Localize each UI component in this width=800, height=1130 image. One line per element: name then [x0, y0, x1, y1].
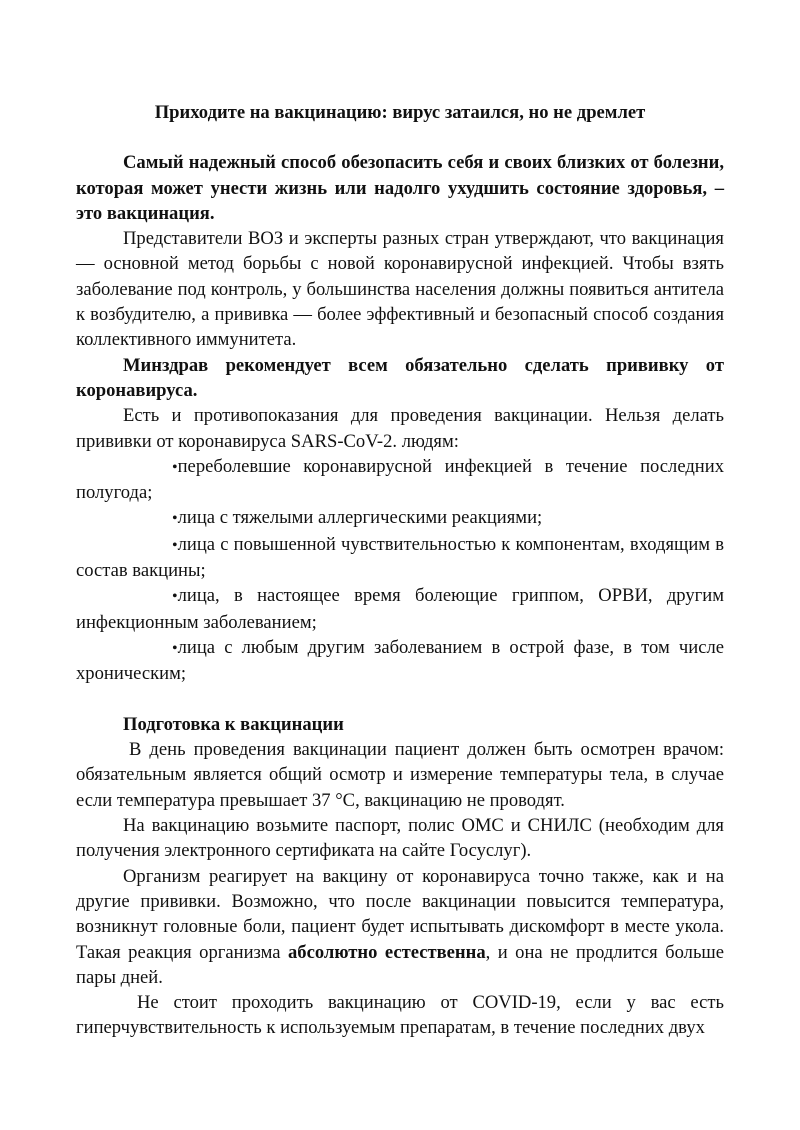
list-item: •переболевшие коронавирусной инфекцией в течение последних полугода;: [76, 455, 724, 504]
emphasis-text: абсолютно естественна: [287, 941, 486, 963]
bullet-icon: •: [172, 639, 178, 657]
minzdrav-paragraph: Минздрав рекомендует всем обязательно сделать прививку от коронавируса.: [76, 354, 724, 401]
bullet-icon: •: [172, 458, 178, 476]
document-page: [76, 100, 724, 1041]
bullet-icon: •: [172, 536, 178, 554]
list-item: •лица с любым другим заболеванием в острой фазе, в том числе хроническим;: [76, 636, 724, 685]
covid-paragraph: Не стоит проходить вакцинацию от COVID-19, если у вас есть гиперчувствительность к используемым препаратам, в течение последних двух: [76, 992, 724, 1039]
list-item: •лица с тяжелыми аллергическими реакциями;: [172, 507, 543, 529]
preparation-paragraph-1: В день проведения вакцинации пациент должен быть осмотрен врачом: обязательным является общий осмотр и измерение температуры тела, в случае если температура превышает 37 °С, вакцинацию не проводят.: [76, 739, 724, 811]
preparation-heading: Подготовка к вакцинации: [123, 713, 344, 735]
who-paragraph: Представители ВОЗ и эксперты разных стран утверждают, что вакцинация — основной метод борьбы с новой коронавирусной инфекцией. Чтобы взять заболевание под контроль, у большинства населения должны появиться антитела к возбудителю, а прививка — более эффективный и безопасный способ создания коллективного иммунитета.: [76, 228, 724, 351]
contraindications-list: [76, 454, 724, 687]
list-item: •лица с повышенной чувствительностью к компонентам, входящим в состав вакцины;: [76, 533, 724, 582]
contraindications-paragraph: Есть и противопоказания для проведения вакцинации. Нельзя делать прививки от коронавируса SARS-CoV-2. людям:: [76, 405, 724, 452]
reaction-paragraph: Организм реагирует на вакцину от коронавируса точно также, как и на другие прививки. Возможно, что после вакцинации повысится температура, возникнут головные боли, пациент будет испытывать дискомфорт в месте укола. Такая реакция организма абсолютно естественна, и она не продлится больше пары дней.: [76, 865, 724, 988]
intro-paragraph: Самый надежный способ обезопасить себя и своих близких от болезни, которая может унести жизнь или надолго ухудшить состояние здоровья, – это вакцинация.: [76, 152, 724, 224]
spacer: [76, 687, 724, 712]
document-title: Приходите на вакцинацию: вирус затаился, но не дремлет: [154, 102, 646, 123]
list-item: •лица, в настоящее время болеющие гриппом, ОРВИ, другим инфекционным заболеванием;: [76, 585, 724, 633]
bullet-icon: •: [172, 588, 178, 606]
preparation-paragraph-2: На вакцинацию возьмите паспорт, полис ОМС и СНИЛС (необходим для получения электронного сертификата на сайте Госуслуг).: [76, 815, 724, 862]
bullet-icon: •: [172, 510, 178, 528]
